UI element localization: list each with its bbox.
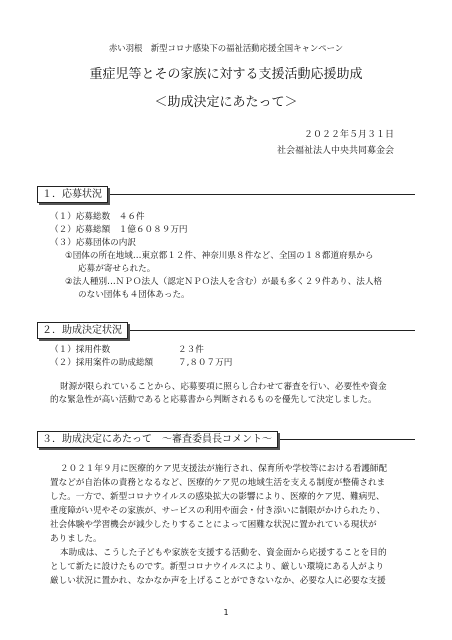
breakdown-region-cont: 応募が寄せられた。 bbox=[78, 264, 156, 274]
adopted-amount-label: （２）採用案件の助成総額 bbox=[50, 358, 154, 368]
comment-line: 厳しい状況に置かれ、なかなか声を上げることができないなか、必要な人に必要な支援 bbox=[50, 576, 386, 586]
funding-note-line-1: 財源が限られていることから、応募要項に照らし合わせて審査を行い、必要性や資金 bbox=[60, 382, 387, 392]
page-number: 1 bbox=[223, 608, 229, 617]
issue-date: ２０２２年５月３１日 bbox=[303, 130, 394, 140]
comment-line: 本助成は、こうした子どもや家族を支援する活動を、資金面から応援することを目的 bbox=[60, 548, 387, 558]
application-count: （１）応募総数 ４６件 bbox=[50, 212, 145, 222]
document-subtitle: ＜助成決定にあたって＞ bbox=[154, 95, 298, 110]
comment-line: した。一方で、新型コロナウイルスの感染拡大の影響により、医療的ケア児、難病児、 bbox=[50, 492, 385, 502]
campaign-name: 赤い羽根 新型コロナ感染下の福祉活動応援全国キャンペーン bbox=[108, 43, 344, 53]
comment-line: 置などが自治体の責務となるなど、医療的ケア児の地域生活を支える制度が整備されま bbox=[50, 478, 386, 488]
adopted-count-label: （１）採用件数 bbox=[50, 345, 111, 355]
breakdown-corporation: ②法人種別…ＮＰＯ法人（認定ＮＰＯ法人を含む）が最も多く２９件あり、法人格 bbox=[65, 277, 383, 287]
comment-line: ありました。 bbox=[50, 534, 102, 544]
comment-line: 社会体験や学習機会が減少したりすることによって困難な状況に置かれている現状が bbox=[50, 520, 377, 530]
section-3-heading: ３．助成決定にあたって ～審査委員長コメント～ bbox=[37, 431, 278, 448]
section-2-heading: ２．助成決定状況 bbox=[37, 322, 128, 339]
comment-line: 重度障がい児やその家族が、サービスの利用や面会・付き添いに制限がかけられたり、 bbox=[50, 506, 386, 516]
document-title: 重症児等とその家族に対する支援活動応援助成 bbox=[89, 67, 363, 82]
breakdown-corporation-cont: のない団体も４団体あった。 bbox=[78, 290, 190, 300]
comment-line: として新たに設けたものです。新型コロナウイルスにより、厳しい環境にある人がより bbox=[50, 562, 384, 572]
adopted-count-value: ２３件 bbox=[178, 345, 204, 355]
adopted-amount-value: ７,８０７万円 bbox=[178, 358, 233, 368]
section-1-heading: １．応募状況 bbox=[37, 186, 108, 203]
issuing-organization: 社会福祉法人中央共同募金会 bbox=[276, 146, 394, 156]
comment-line: ２０２１年９月に医療的ケア児支援法が施行され、保育所や学校等における看護師配 bbox=[60, 464, 388, 474]
application-amount: （２）応募総額 １億６０８９万円 bbox=[50, 225, 188, 235]
applicant-breakdown-heading: （３）応募団体の内訳 bbox=[50, 238, 136, 248]
breakdown-region: ①団体の所在地域…東京都１２件、神奈川県８件など、全国の１８都道府県から bbox=[65, 251, 374, 261]
funding-note-line-2: 的な緊急性が高い活動であると応募書から判断されるものを優先して決定しました。 bbox=[50, 395, 377, 405]
